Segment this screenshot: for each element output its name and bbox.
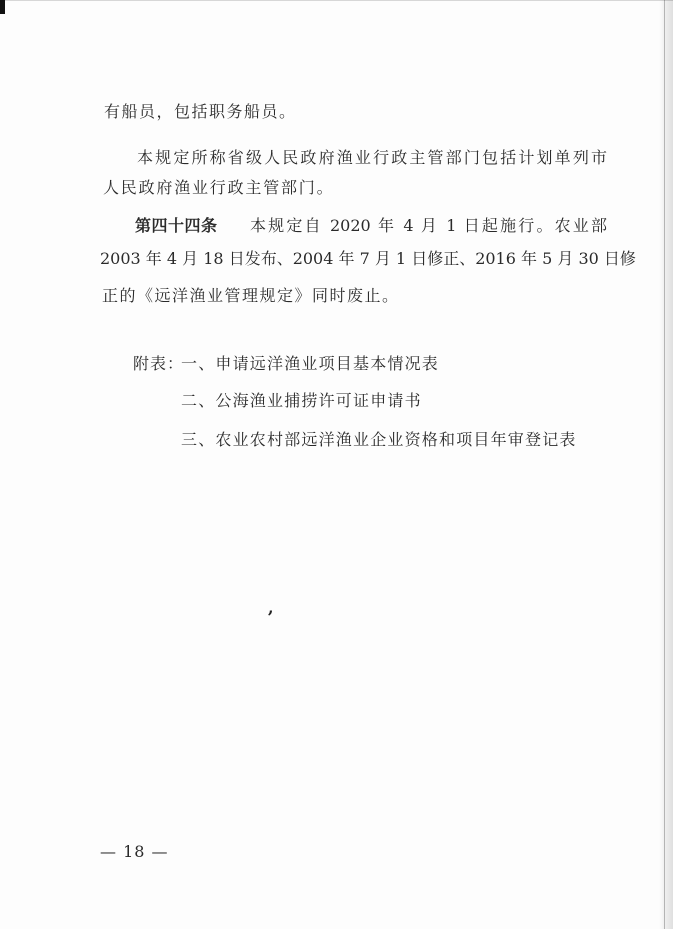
scan-right-shadow — [659, 0, 673, 929]
article-heading: 第四十四条 — [135, 216, 218, 235]
attachment-item-3: 三、农业农村部远洋渔业企业资格和项目年审登记表 — [181, 430, 577, 449]
text-line-3: 人民政府渔业行政主管部门。 — [103, 178, 335, 197]
text-line-2: 本规定所称省级人民政府渔业行政主管部门包括计划单列市 — [137, 148, 607, 167]
text-line-1: 有船员，包括职务船员。 — [104, 102, 297, 121]
scan-right-edge — [664, 0, 665, 929]
scan-corner-mark — [0, 0, 5, 14]
stray-comma-mark: , — [268, 598, 274, 617]
attachments-label: 附表： — [133, 354, 185, 373]
scan-top-edge — [0, 0, 673, 1]
text-line-5: 2003 年 4 月 18 日发布、2004 年 7 月 1 日修正、2016 年 5 月 30 日修 — [100, 249, 636, 268]
text-line-4: 本规定自 2020 年 4 月 1 日起施行。农业部 — [250, 216, 607, 235]
page-number: — 18 — — [100, 842, 169, 861]
text-line-6: 正的《远洋渔业管理规定》同时废止。 — [102, 286, 400, 305]
attachment-item-1: 一、申请远洋渔业项目基本情况表 — [181, 354, 440, 373]
attachment-item-2: 二、公海渔业捕捞许可证申请书 — [181, 391, 422, 410]
